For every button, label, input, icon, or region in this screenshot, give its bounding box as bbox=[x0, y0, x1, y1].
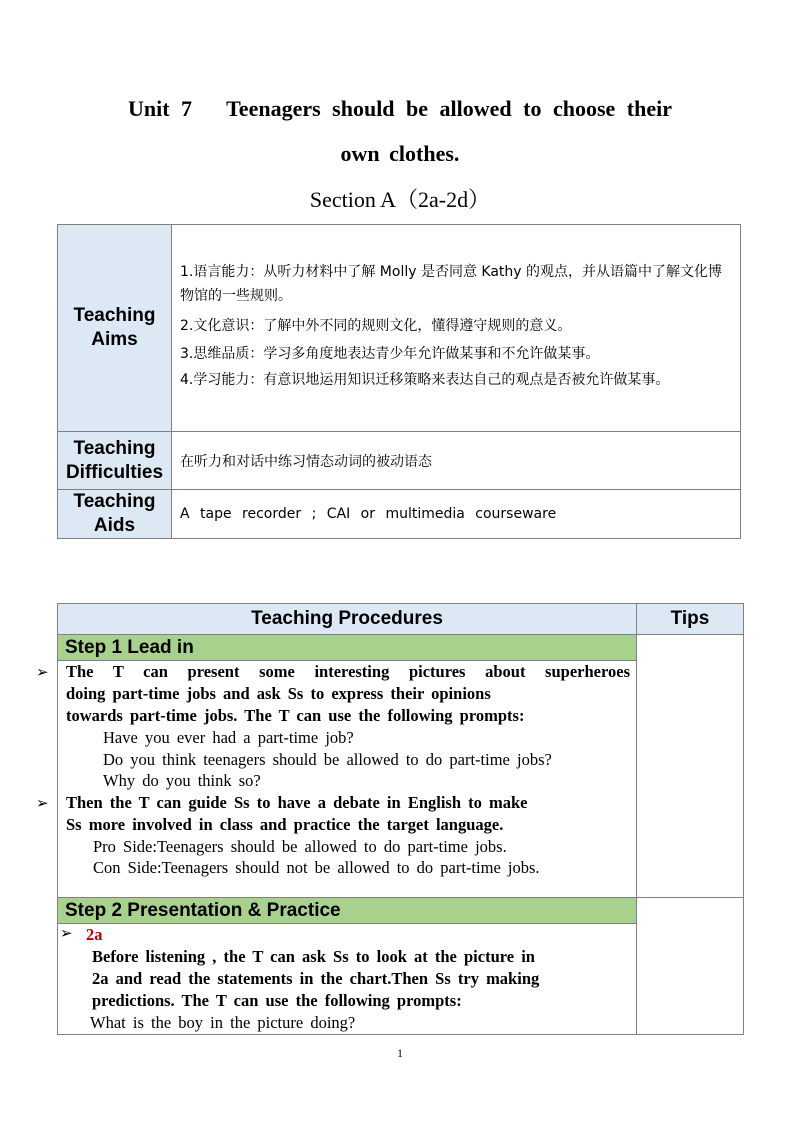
arrow-bullet-icon: ➢ bbox=[36, 793, 49, 812]
aim-item: 1.语言能力：从听力材料中了解 Molly 是否同意 Kathy 的观点，并从语篇中了解文化博物馆的一些规则。 bbox=[180, 264, 723, 304]
step1-bullet-2 bbox=[36, 792, 636, 836]
debate-side-line: Con Side:Teenagers should not be allowed to do part-time jobs. bbox=[93, 858, 540, 877]
page-number: 1 bbox=[397, 1046, 403, 1060]
activity-label-2a: 2a bbox=[86, 925, 103, 944]
prompt-line: Why do you think so? bbox=[103, 771, 261, 790]
teaching-info-table bbox=[57, 224, 741, 539]
text-line: doing part-time jobs and ask Ss to express their opinions bbox=[66, 684, 491, 703]
text-line: towards part-time jobs. The T can use the following prompts: bbox=[66, 706, 525, 725]
teaching-aims-cell bbox=[172, 225, 741, 432]
teaching-aims-header: Teaching Aims bbox=[58, 225, 172, 432]
step1-cell bbox=[36, 635, 637, 898]
document-title-line2: own clothes. bbox=[340, 141, 460, 166]
teaching-difficulties-header: Teaching Difficulties bbox=[58, 432, 172, 490]
step1-title: Step 1 Lead in bbox=[58, 635, 636, 661]
aim-item: 2.文化意识：了解中外不同的规则文化，懂得遵守规则的意义。 bbox=[180, 318, 572, 334]
text-line: Then the T can guide Ss to have a debate in English to make bbox=[66, 792, 528, 812]
aim-item: 3.思维品质：学习多角度地表达青少年允许做某事和不允许做某事。 bbox=[180, 346, 600, 362]
tips-header: Tips bbox=[637, 604, 744, 635]
text-line: The T can present some interesting pictures about superheroes bbox=[66, 662, 630, 681]
step2-cell bbox=[58, 898, 637, 1035]
arrow-bullet-icon: ➢ bbox=[36, 663, 49, 681]
step2-paragraph bbox=[84, 946, 636, 1012]
text-line: 2a and read the statements in the chart.Then Ss try making bbox=[92, 969, 540, 988]
arrow-bullet-icon: ➢ bbox=[60, 924, 73, 942]
prompt-line: Do you think teenagers should be allowed to do part-time jobs? bbox=[103, 749, 552, 769]
procedures-header: Teaching Procedures bbox=[58, 604, 637, 635]
text-line: predictions. The T can use the following prompts: bbox=[92, 991, 462, 1010]
teaching-aids-cell: A tape recorder ; CAI or multimedia courseware bbox=[172, 490, 741, 539]
step1-bullet-1 bbox=[36, 661, 636, 727]
step1-tips-cell bbox=[637, 635, 744, 898]
debate-side-line: Pro Side:Teenagers should be allowed to do part-time jobs. bbox=[93, 836, 507, 856]
text-line: Before listening , the T can ask Ss to look at the picture in bbox=[92, 947, 535, 966]
teaching-difficulties-cell: 在听力和对话中练习情态动词的被动语态 bbox=[172, 432, 741, 490]
text-line: Ss more involved in class and practice the target language. bbox=[66, 814, 504, 834]
step2-tips-cell bbox=[637, 898, 744, 1035]
teaching-aids-header: Teaching Aids bbox=[58, 490, 172, 539]
aim-item: 4.学习能力：有意识地运用知识迁移策略来表达自己的观点是否被允许做某事。 bbox=[180, 372, 670, 388]
teaching-procedures-table bbox=[36, 603, 744, 1035]
document-title: Unit 7 Teenagers should be allowed to choose their bbox=[127, 96, 673, 121]
step2-title: Step 2 Presentation & Practice bbox=[58, 898, 636, 924]
prompt-line: Have you ever had a part-time job? bbox=[103, 728, 354, 747]
prompt-line: What is the boy in the picture doing? bbox=[90, 1013, 356, 1032]
section-subtitle: Section A（2a-2d） bbox=[309, 187, 491, 212]
